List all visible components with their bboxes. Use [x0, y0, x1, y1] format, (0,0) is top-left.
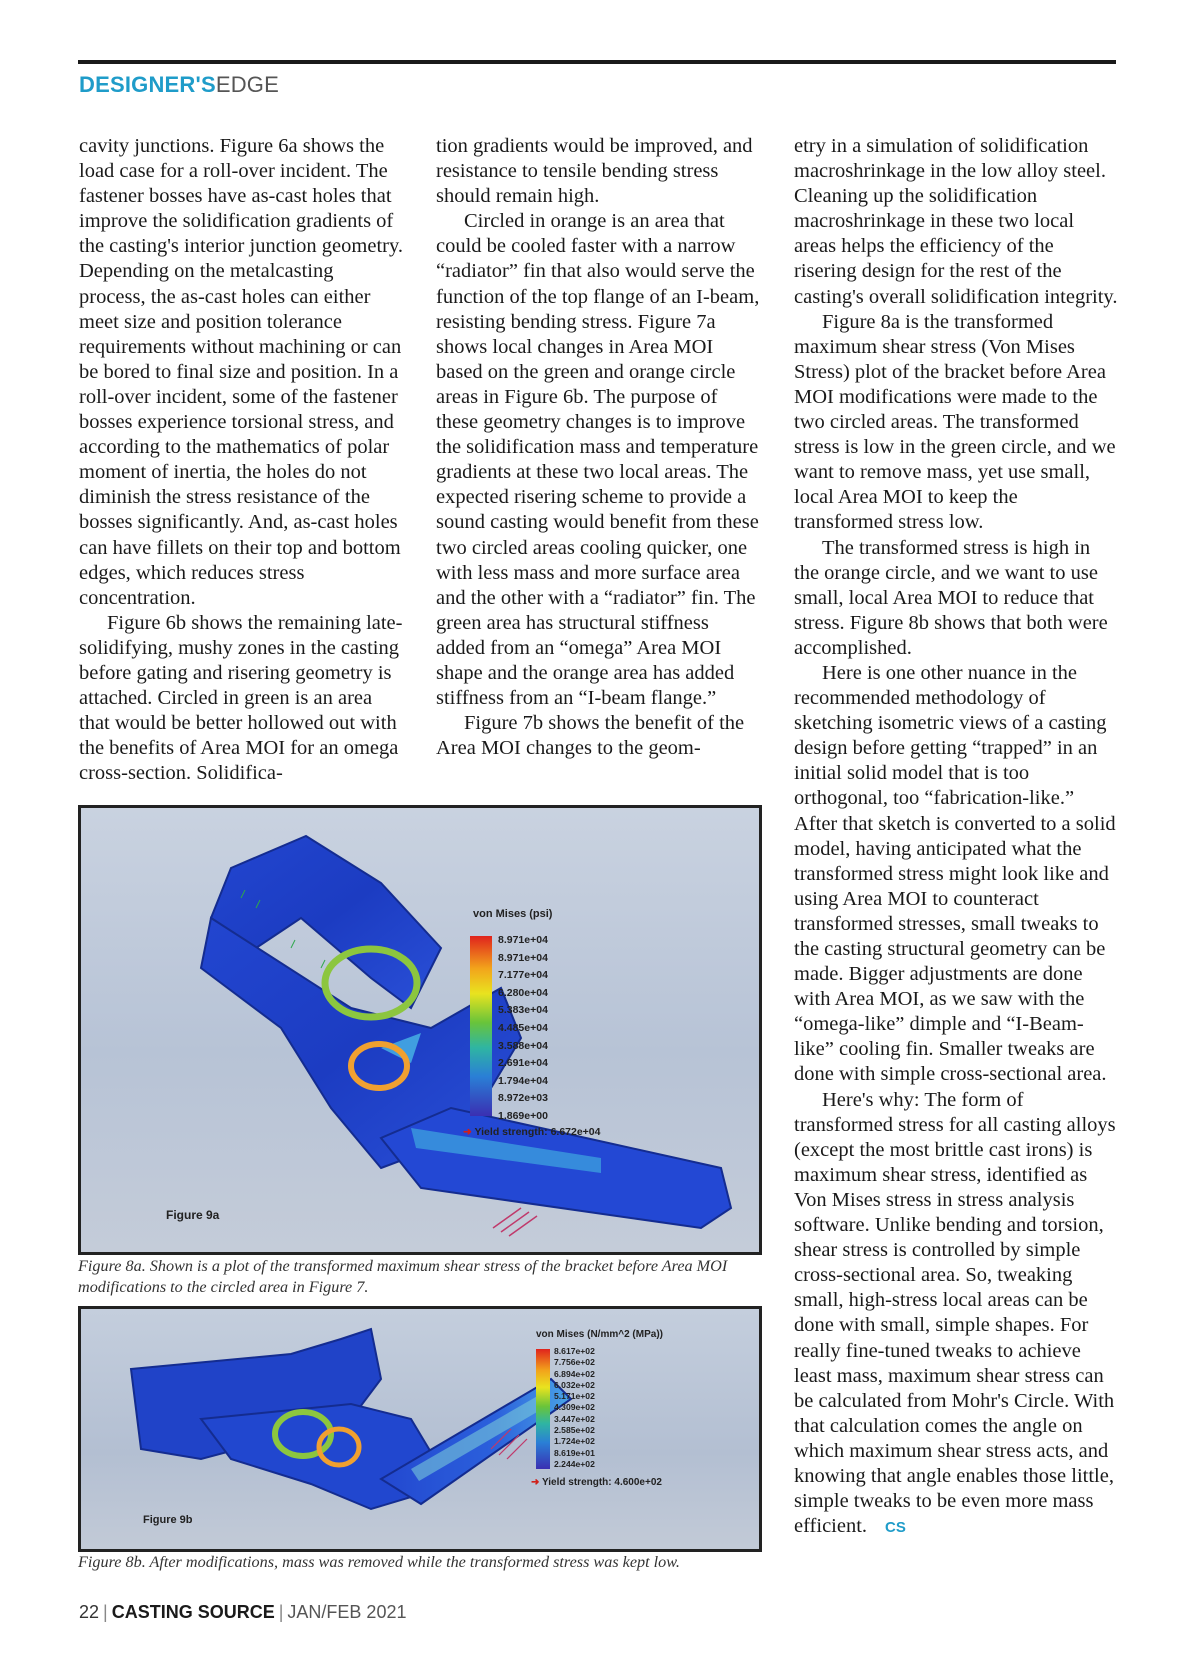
paragraph: Figure 6b shows the remaining late-solidifying, mushy zones in the casting before gating and risering geometry is attached. Circled in green is an area that would be better hollowed out with the benefits of Area MOI for an omega cross-section. Solidifica- [79, 611, 403, 785]
legend-value: 5.383e+04 [498, 1004, 548, 1017]
section-title-light: EDGE [215, 72, 279, 97]
legend-color-bar [470, 936, 492, 1116]
end-mark: CS [885, 1519, 906, 1537]
paragraph: Here is one other nuance in the recommended methodology of sketching isometric views of a casting design before getting “trapped” in an initial solid model that is too orthogonal, too “fabrication-like.” After that sketch is converted to a solid model, having anticipated what the transformed stress might look like and using Area MOI to counteract transformed stresses, small tweaks to the casting structural geometry can be made. Bigger adjustments are done with Area MOI, as we saw with the “omega-like” dimple and “I-Beam-like” cooling fin. Smaller tweaks are done with simple cross-sectional area. [794, 661, 1116, 1086]
yield-strength: ➜ Yield strength: 6.672e+04 [463, 1126, 601, 1138]
legend-value: 4.485e+04 [498, 1021, 548, 1034]
figure-8a-caption: Figure 8a. Shown is a plot of the transformed maximum shear stress of the bracket before Area MOI modifications to the circled area in Figure 7. [78, 1257, 728, 1296]
text-column-3 [794, 134, 1119, 1540]
legend-title: von Mises (psi) [473, 908, 553, 920]
text-column-2 [436, 134, 761, 761]
end-paragraph-text: Here's why: The form of transformed stress for all casting alloys (except the most brittle cast irons) is maximum shear stress, identified as Von Mises stress in stress analysis software. Unlike bending and torsion, shear stress is controlled by simple cross-sectional area. So, tweaking small, high-stress local areas can be done with small, simple shapes. For really fine-tuned tweaks to achieve least mass, maximum shear stress can be calculated from Mohr's Circle. With that calculation comes the angle on which maximum shear stress acts, and knowing that angle enables those little, simple tweaks to be even more mass efficient. [794, 1088, 1116, 1538]
paragraph: cavity junctions. Figure 6a shows the load case for a roll-over incident. The fastener bosses have as-cast holes that improve the solidification gradients of the casting's interior junction geometry. Depending on the metalcasting process, the as-cast holes can either meet size and position tolerance requirements without machining or can be bored to final size and position. In a roll-over incident, some of the fastener bosses experience torsional stress, and according to the mathematics of polar moment of inertia, the holes do not diminish the stress resistance of the bosses significantly. And, as-cast holes can have fillets on their top and bottom edges, which reduces stress concentration. [79, 135, 404, 609]
yield-strength-text: Yield strength: 6.672e+04 [474, 1126, 601, 1138]
legend-values [498, 932, 548, 1126]
figure-9b [78, 1306, 762, 1552]
legend-title: von Mises (N/mm^2 (MPa)) [536, 1329, 663, 1340]
legend-value: 1.724e+02 [554, 1436, 595, 1447]
legend-value: 6.032e+02 [554, 1379, 595, 1390]
legend-value: 8.971e+04 [498, 951, 548, 964]
legend-value: 3.447e+02 [554, 1413, 595, 1424]
paragraph: Figure 8a is the transformed maximum shear stress (Von Mises Stress) plot of the bracket before Area MOI modifications were made to the two circled areas. The transformed stress is low in the green circle, and we want to remove mass, yet use small, local Area MOI to keep the transformed stress low. [794, 310, 1116, 534]
legend-value: 5.171e+02 [554, 1391, 595, 1402]
yield-strength-text: Yield strength: 4.600e+02 [541, 1477, 662, 1488]
legend-value: 8.617e+02 [554, 1346, 595, 1356]
legend-value: 8.619e+01 [554, 1447, 595, 1458]
legend-value: 2.244e+02 [554, 1458, 595, 1469]
paragraph: tion gradients would be improved, and resistance to tensile bending stress should remain high. [436, 135, 753, 208]
fig9a-render [81, 808, 759, 1252]
legend-value: 8.971e+04 [498, 934, 548, 946]
load-arrows [493, 1208, 537, 1236]
legend-value: 3.588e+04 [498, 1039, 548, 1052]
legend-value: 8.972e+03 [498, 1092, 548, 1105]
paragraph: The transformed stress is high in the orange circle, and we want to use small, local Area MOI to reduce that stress. Figure 8b shows that both were accomplished. [794, 536, 1108, 659]
yield-strength: ➜ Yield strength: 4.600e+02 [531, 1477, 662, 1488]
section-title [79, 72, 279, 98]
legend-value: 2.585e+02 [554, 1425, 595, 1436]
publication-name: CASTING SOURCE [111, 1602, 275, 1622]
legend-value: 7.756e+02 [554, 1357, 595, 1368]
legend-value: 4.309e+02 [554, 1402, 595, 1413]
paragraph [794, 1088, 1119, 1541]
legend-value: 7.177e+04 [498, 969, 548, 982]
paragraph: etry in a simulation of solidification macroshrinkage in the low alloy steel. Cleaning up the solidification macroshrinkage in these two local areas helps the efficiency of the risering design for the rest of the casting's overall solidification integrity. [794, 135, 1118, 308]
figure-label: Figure 9b [143, 1514, 193, 1526]
legend-value: 1.794e+04 [498, 1074, 548, 1087]
issue-date: JAN/FEB 2021 [287, 1602, 407, 1622]
legend-values [554, 1346, 595, 1470]
figure-9a [78, 805, 762, 1255]
figure-8b-caption: Figure 8b. After modifications, mass was removed while the transformed stress was kept low. [78, 1553, 680, 1571]
paragraph: Figure 7b shows the benefit of the Area MOI changes to the geom- [436, 712, 745, 760]
legend-value: 6.280e+04 [498, 986, 548, 999]
legend-color-bar [536, 1349, 550, 1469]
fig9b-render [81, 1309, 759, 1549]
top-rule [78, 60, 1116, 64]
page-number: 22 [79, 1602, 100, 1622]
paragraph: Circled in orange is an area that could be cooled faster with a narrow “radiator” fin that also would serve the function of the top flange of an I-beam, resisting bending stress. Figure 7a shows local changes in Area MOI based on the green and orange circle areas in Figure 6b. The purpose of these geometry changes is to improve the solidification mass and temperature gradients at these two local areas. The expected risering scheme to provide a sound casting would benefit from these two circled areas cooling quicker, one with less mass and more surface area and the other with a “radiator” fin. The green area has structural stiffness added from an “omega” Area MOI shape and the orange area has added stiffness from an “I-beam flange.” [436, 210, 760, 710]
legend-value: 6.894e+02 [554, 1368, 595, 1379]
page-footer: 22 | CASTING SOURCE | JAN/FEB 2021 [79, 1602, 407, 1622]
legend-value: 2.691e+04 [498, 1057, 548, 1070]
section-title-bold: DESIGNER'S [79, 72, 216, 97]
text-column-1 [79, 134, 404, 786]
figure-label: Figure 9a [166, 1208, 220, 1222]
legend-value: 1.869e+00 [498, 1109, 548, 1122]
